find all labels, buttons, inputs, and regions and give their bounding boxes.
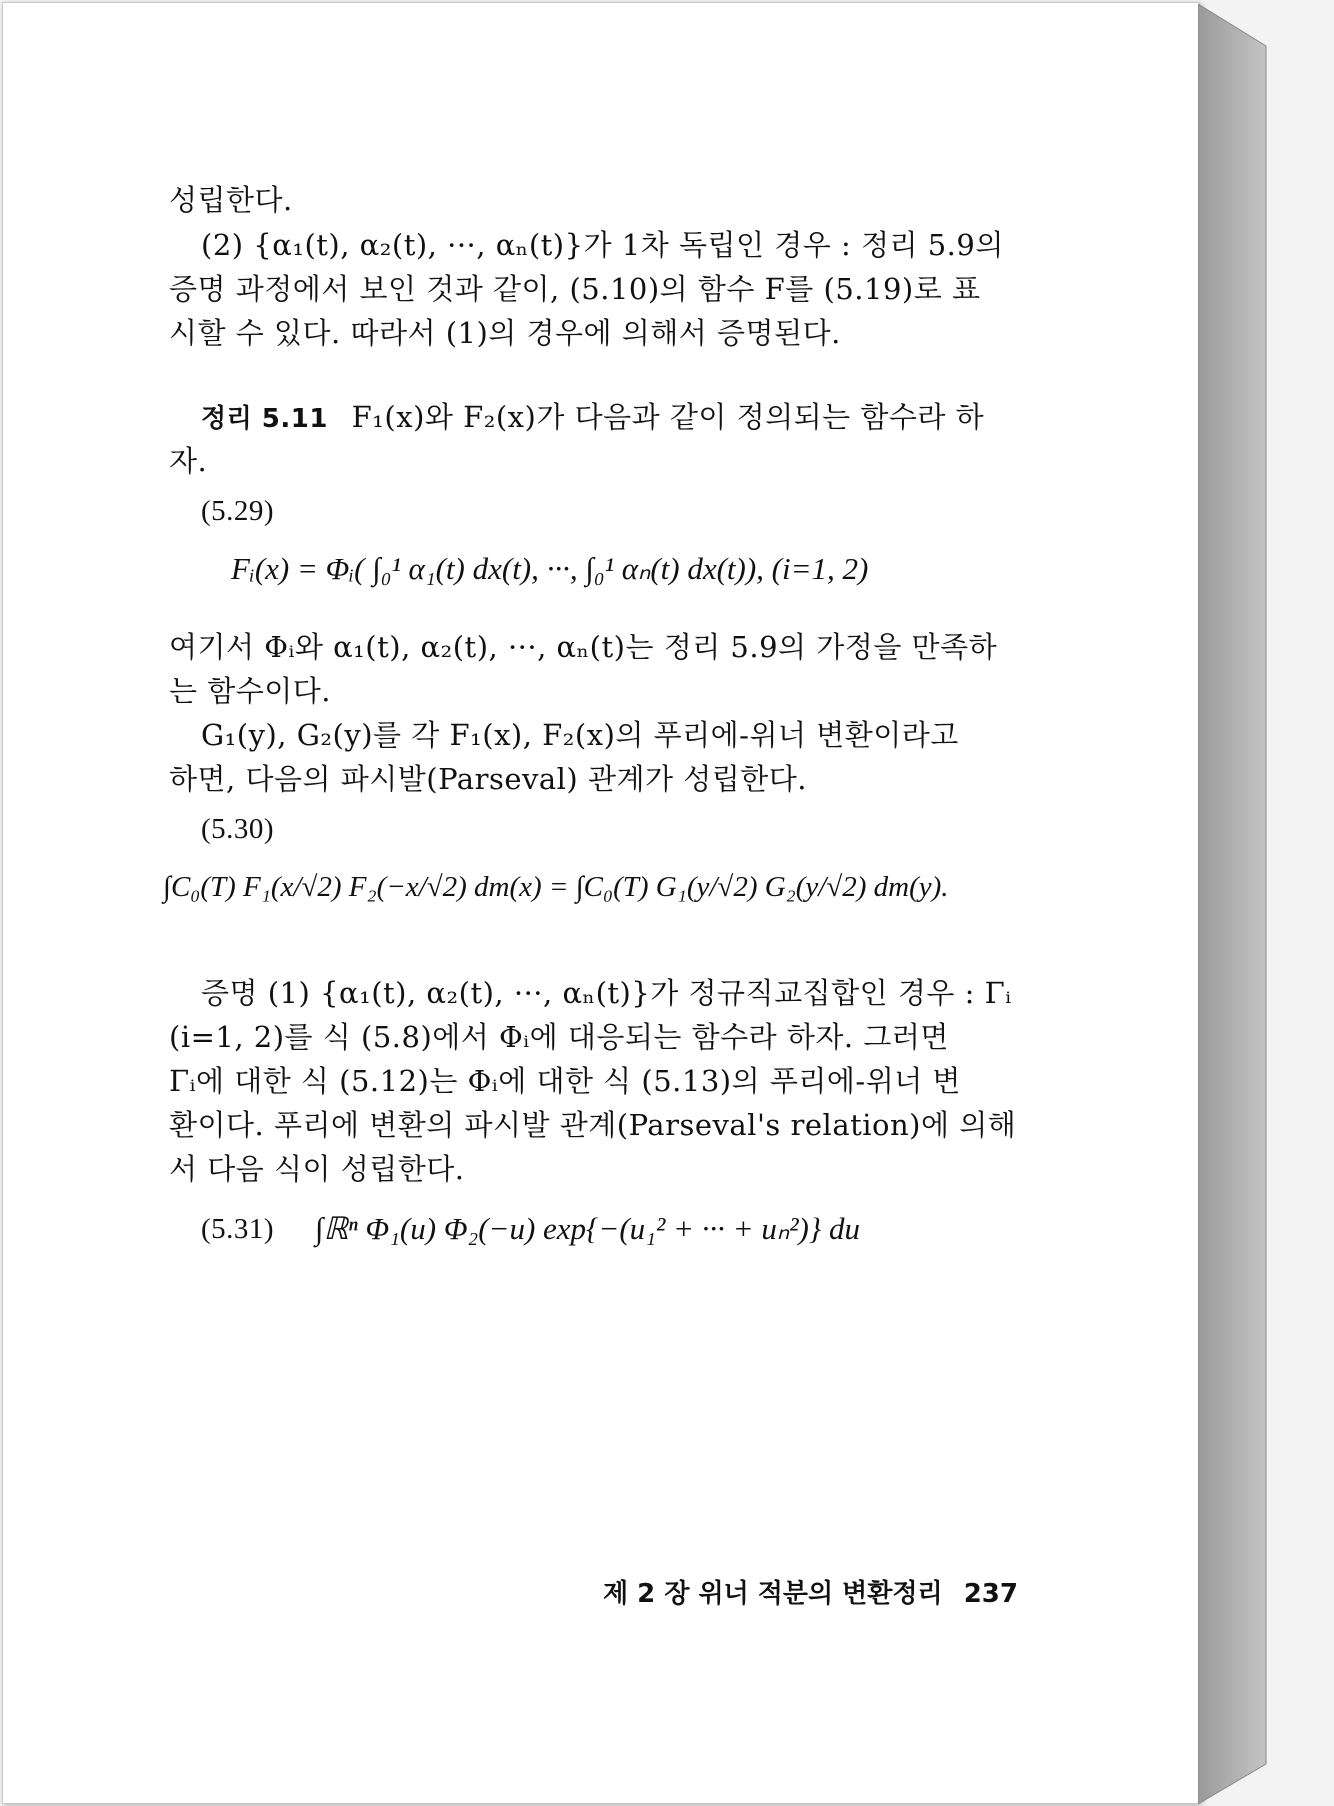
equation-number: (5.30): [201, 813, 275, 845]
equation-5-31: ∫ℝⁿ Φ₁(u) Φ₂(−u) exp{−(u₁² + ··· + uₙ²)} du: [315, 1211, 860, 1246]
theorem-label: 정리 5.11: [201, 404, 328, 434]
paragraph-line: 증명 (1) {α₁(t), α₂(t), ···, αₙ(t)}가 정규직교집합인 경우 : Γᵢ: [201, 976, 1012, 1010]
book-edge: [1198, 4, 1334, 1804]
paragraph-line: 증명 과정에서 보인 것과 같이, (5.10)의 함수 F를 (5.19)로 표: [169, 272, 981, 306]
paragraph-line: 자.: [169, 444, 208, 478]
equation-5-29: Fᵢ(x) = Φᵢ( ∫₀¹ α₁(t) dx(t), ···, ∫₀¹ αₙ(t) dx(t)), (i=1, 2): [231, 551, 869, 586]
equation-number: (5.31): [201, 1213, 275, 1245]
theorem-text: F₁(x)와 F₂(x)가 다음과 같이 정의되는 함수라 하: [351, 400, 985, 434]
paragraph-line: Γᵢ에 대한 식 (5.12)는 Φᵢ에 대한 식 (5.13)의 푸리에-위너 변: [169, 1064, 961, 1098]
paragraph-line: 는 함수이다.: [169, 674, 332, 708]
page-number: 237: [963, 1579, 1018, 1609]
book-page: [2, 2, 1200, 1804]
equation-number: (5.29): [201, 495, 275, 527]
paragraph-line: 시할 수 있다. 따라서 (1)의 경우에 의해서 증명된다.: [169, 316, 841, 350]
paragraph-line: (i=1, 2)를 식 (5.8)에서 Φᵢ에 대응되는 함수라 하자. 그러면: [169, 1020, 949, 1054]
theorem-heading: [201, 395, 1086, 436]
paragraph-line: G₁(y), G₂(y)를 각 F₁(x), F₂(x)의 푸리에-위너 변환이라고: [201, 718, 959, 752]
page-footer: [603, 1573, 1018, 1610]
paragraph-line: 서 다음 식이 성립한다.: [169, 1152, 465, 1186]
paragraph-line: (2) {α₁(t), α₂(t), ···, αₙ(t)}가 1차 독립인 경우 : 정리 5.9의: [201, 228, 1004, 262]
equation-5-30: ∫C₀(T) F₁(x/√2) F₂(−x/√2) dm(x) = ∫C₀(T) G₁(y/√2) G₂(y/√2) dm(y).: [163, 871, 949, 903]
paragraph-line: 여기서 Φᵢ와 α₁(t), α₂(t), ···, αₙ(t)는 정리 5.9의 가정을 만족하: [169, 630, 998, 664]
paragraph-line: 성립한다.: [169, 183, 293, 217]
chapter-title: 제 2 장 위너 적분의 변환정리: [603, 1579, 943, 1609]
paragraph-line: 하면, 다음의 파시발(Parseval) 관계가 성립한다.: [169, 762, 808, 796]
paragraph-line: 환이다. 푸리에 변환의 파시발 관계(Parseval's relation)에 의해: [169, 1108, 1017, 1142]
